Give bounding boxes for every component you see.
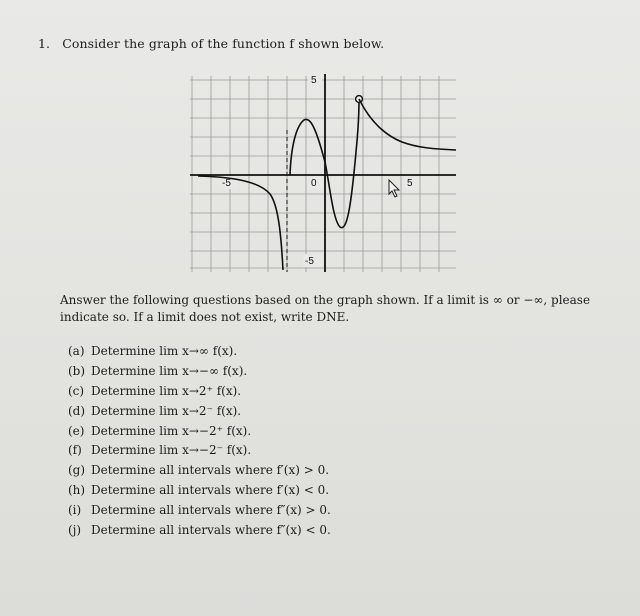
- question-item: (d) Determine lim x→2⁻ f(x).: [68, 403, 242, 418]
- question-item: (f) Determine lim x→−2⁻ f(x).: [68, 443, 252, 458]
- x-min-label: -5: [222, 178, 231, 189]
- curve-right-branch: [359, 99, 456, 150]
- function-graph: [190, 72, 456, 272]
- y-min-label: -5: [305, 256, 314, 267]
- x-max-label: 5: [407, 178, 413, 189]
- mouse-pointer-icon: [389, 180, 399, 197]
- question-item: (a) Determine lim x→∞ f(x).: [68, 344, 238, 358]
- question-item: (c) Determine lim x→2⁺ f(x).: [68, 383, 242, 398]
- origin-label: 0: [311, 178, 317, 189]
- question-list: [68, 342, 588, 541]
- instructions: Answer the following questions based on the graph shown. If a limit is ∞ or −∞, please indicate so. If a limit does not exist, write DNE.: [60, 293, 591, 324]
- problem-statement: [38, 36, 384, 51]
- question-item: (i) Determine all intervals where f″(x) > 0.: [68, 503, 331, 518]
- question-item: (b) Determine lim x→−∞ f(x).: [68, 363, 248, 378]
- question-item: (j) Determine all intervals where f″(x) < 0.: [68, 523, 331, 538]
- graph-grid: [190, 76, 456, 272]
- question-item: (g) Determine all intervals where f′(x) > 0.: [68, 463, 330, 478]
- problem-number: 1.: [38, 36, 51, 51]
- question-item: (h) Determine all intervals where f′(x) < 0.: [68, 483, 330, 498]
- y-max-label: 5: [311, 75, 317, 86]
- problem-prompt: Consider the graph of the function f shown below.: [62, 36, 385, 51]
- question-item: (e) Determine lim x→−2⁺ f(x).: [68, 423, 252, 438]
